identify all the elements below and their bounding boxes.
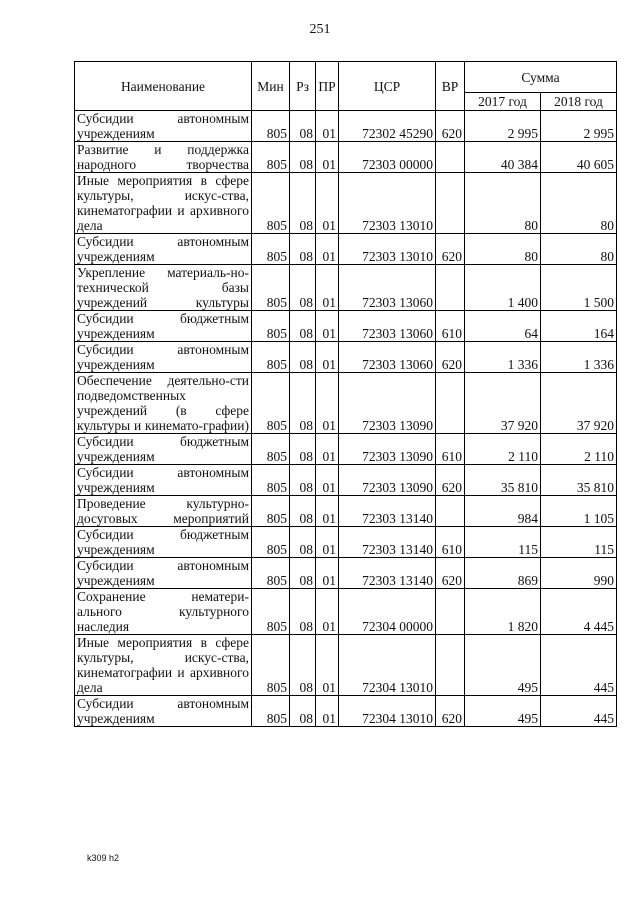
row-pr: 01: [316, 589, 339, 635]
row-name: Субсидии бюджетным учреждениям: [75, 311, 252, 342]
row-vr: [436, 373, 465, 434]
row-min: 805: [252, 265, 290, 311]
footer-code: k309 h2: [87, 853, 120, 863]
row-pr: 01: [316, 465, 339, 496]
row-vr: [436, 496, 465, 527]
row-rz: 08: [290, 527, 316, 558]
row-rz: 08: [290, 311, 316, 342]
row-pr: 01: [316, 434, 339, 465]
table-row: [75, 589, 617, 635]
row-csr: 72303 13060: [339, 311, 436, 342]
header-csr: ЦСР: [339, 62, 436, 111]
row-csr: 72302 45290: [339, 111, 436, 142]
row-rz: 08: [290, 173, 316, 234]
row-sum-2017: 2 995: [465, 111, 541, 142]
row-csr: 72303 13140: [339, 558, 436, 589]
row-sum-2018: 164: [541, 311, 617, 342]
table-row: [75, 434, 617, 465]
row-rz: 08: [290, 265, 316, 311]
row-pr: 01: [316, 373, 339, 434]
row-csr: 72303 13140: [339, 527, 436, 558]
row-min: 805: [252, 696, 290, 727]
row-vr: [436, 173, 465, 234]
row-min: 805: [252, 234, 290, 265]
row-rz: 08: [290, 496, 316, 527]
row-sum-2017: 2 110: [465, 434, 541, 465]
row-name: Субсидии автономным учреждениям: [75, 696, 252, 727]
row-name: Развитие и поддержка народного творчества: [75, 142, 252, 173]
header-vr: ВР: [436, 62, 465, 111]
row-sum-2018: 35 810: [541, 465, 617, 496]
table-row: [75, 142, 617, 173]
header-name: Наименование: [75, 62, 252, 111]
row-min: 805: [252, 142, 290, 173]
row-name: Укрепление материаль-но-технической базы учреждений культуры: [75, 265, 252, 311]
row-sum-2018: 4 445: [541, 589, 617, 635]
row-sum-2017: 37 920: [465, 373, 541, 434]
row-rz: 08: [290, 234, 316, 265]
row-name: Субсидии автономным учреждениям: [75, 465, 252, 496]
row-rz: 08: [290, 635, 316, 696]
row-min: 805: [252, 558, 290, 589]
row-vr: 620: [436, 234, 465, 265]
table-row: [75, 696, 617, 727]
row-sum-2018: 2 995: [541, 111, 617, 142]
row-csr: 72303 13060: [339, 342, 436, 373]
row-rz: 08: [290, 342, 316, 373]
row-sum-2018: 1 105: [541, 496, 617, 527]
header-year-2018: 2018 год: [541, 93, 617, 111]
row-csr: 72303 13060: [339, 265, 436, 311]
row-min: 805: [252, 496, 290, 527]
row-vr: 610: [436, 527, 465, 558]
row-pr: 01: [316, 558, 339, 589]
row-pr: 01: [316, 342, 339, 373]
row-name: Субсидии автономным учреждениям: [75, 342, 252, 373]
row-sum-2018: 115: [541, 527, 617, 558]
row-rz: 08: [290, 434, 316, 465]
row-csr: 72303 13090: [339, 465, 436, 496]
row-pr: 01: [316, 265, 339, 311]
row-sum-2018: 1 336: [541, 342, 617, 373]
table-row: [75, 173, 617, 234]
row-csr: 72303 13090: [339, 434, 436, 465]
header-min: Мин: [252, 62, 290, 111]
table-row: [75, 311, 617, 342]
row-pr: 01: [316, 311, 339, 342]
row-csr: 72303 13090: [339, 373, 436, 434]
row-csr: 72303 13140: [339, 496, 436, 527]
row-sum-2018: 1 500: [541, 265, 617, 311]
row-csr: 72303 13010: [339, 234, 436, 265]
row-rz: 08: [290, 465, 316, 496]
row-pr: 01: [316, 635, 339, 696]
row-min: 805: [252, 527, 290, 558]
row-csr: 72304 13010: [339, 635, 436, 696]
row-vr: [436, 142, 465, 173]
row-sum-2018: 2 110: [541, 434, 617, 465]
row-sum-2017: 1 336: [465, 342, 541, 373]
row-name: Иные мероприятия в сфере культуры, искус-ства, кинематографии и архивного дела: [75, 635, 252, 696]
row-min: 805: [252, 373, 290, 434]
row-sum-2017: 64: [465, 311, 541, 342]
row-pr: 01: [316, 142, 339, 173]
row-csr: 72303 00000: [339, 142, 436, 173]
row-pr: 01: [316, 696, 339, 727]
row-sum-2017: 1 820: [465, 589, 541, 635]
row-rz: 08: [290, 373, 316, 434]
row-sum-2017: 495: [465, 635, 541, 696]
row-sum-2017: 495: [465, 696, 541, 727]
table-row: [75, 265, 617, 311]
row-vr: 620: [436, 342, 465, 373]
row-rz: 08: [290, 696, 316, 727]
row-vr: [436, 265, 465, 311]
budget-table: [74, 61, 617, 727]
row-csr: 72304 13010: [339, 696, 436, 727]
row-csr: 72303 13010: [339, 173, 436, 234]
row-name: Субсидии автономным учреждениям: [75, 234, 252, 265]
table-row: [75, 496, 617, 527]
row-sum-2017: 40 384: [465, 142, 541, 173]
row-rz: 08: [290, 589, 316, 635]
row-min: 805: [252, 434, 290, 465]
row-min: 805: [252, 589, 290, 635]
header-pr: ПР: [316, 62, 339, 111]
row-min: 805: [252, 311, 290, 342]
row-min: 805: [252, 635, 290, 696]
row-vr: 610: [436, 434, 465, 465]
row-name: Субсидии автономным учреждениям: [75, 558, 252, 589]
row-vr: 610: [436, 311, 465, 342]
row-pr: 01: [316, 173, 339, 234]
row-sum-2017: 35 810: [465, 465, 541, 496]
row-rz: 08: [290, 111, 316, 142]
row-sum-2018: 990: [541, 558, 617, 589]
row-min: 805: [252, 342, 290, 373]
table-row: [75, 342, 617, 373]
row-name: Обеспечение деятельно-сти подведомственных учреждений (в сфере культуры и кинемато-графии): [75, 373, 252, 434]
row-min: 805: [252, 465, 290, 496]
row-sum-2018: 40 605: [541, 142, 617, 173]
row-name: Субсидии автономным учреждениям: [75, 111, 252, 142]
header-sum: Сумма: [465, 62, 617, 93]
table-row: [75, 234, 617, 265]
row-name: Проведение культурно-досуговых мероприятий: [75, 496, 252, 527]
table-row: [75, 635, 617, 696]
header-year-2017: 2017 год: [465, 93, 541, 111]
row-vr: 620: [436, 111, 465, 142]
row-min: 805: [252, 111, 290, 142]
row-vr: [436, 635, 465, 696]
row-rz: 08: [290, 142, 316, 173]
row-sum-2018: 80: [541, 234, 617, 265]
row-vr: [436, 589, 465, 635]
row-vr: 620: [436, 558, 465, 589]
row-csr: 72304 00000: [339, 589, 436, 635]
row-min: 805: [252, 173, 290, 234]
row-sum-2017: 869: [465, 558, 541, 589]
table-row: [75, 465, 617, 496]
header-rz: Рз: [290, 62, 316, 111]
row-sum-2017: 115: [465, 527, 541, 558]
table-row: [75, 527, 617, 558]
row-name: Субсидии бюджетным учреждениям: [75, 527, 252, 558]
table-row: [75, 558, 617, 589]
row-name: Субсидии бюджетным учреждениям: [75, 434, 252, 465]
row-pr: 01: [316, 234, 339, 265]
table-row: [75, 373, 617, 434]
table-row: [75, 111, 617, 142]
row-name: Иные мероприятия в сфере культуры, искус-ства, кинематографии и архивного дела: [75, 173, 252, 234]
row-sum-2017: 80: [465, 173, 541, 234]
row-vr: 620: [436, 696, 465, 727]
row-pr: 01: [316, 527, 339, 558]
row-sum-2018: 80: [541, 173, 617, 234]
page-number: 251: [309, 22, 331, 37]
row-sum-2017: 1 400: [465, 265, 541, 311]
row-sum-2018: 445: [541, 696, 617, 727]
row-pr: 01: [316, 111, 339, 142]
row-name: Сохранение нематери-ального культурного наследия: [75, 589, 252, 635]
row-vr: 620: [436, 465, 465, 496]
row-sum-2017: 984: [465, 496, 541, 527]
row-sum-2018: 37 920: [541, 373, 617, 434]
row-pr: 01: [316, 496, 339, 527]
row-sum-2018: 445: [541, 635, 617, 696]
row-sum-2017: 80: [465, 234, 541, 265]
row-rz: 08: [290, 558, 316, 589]
